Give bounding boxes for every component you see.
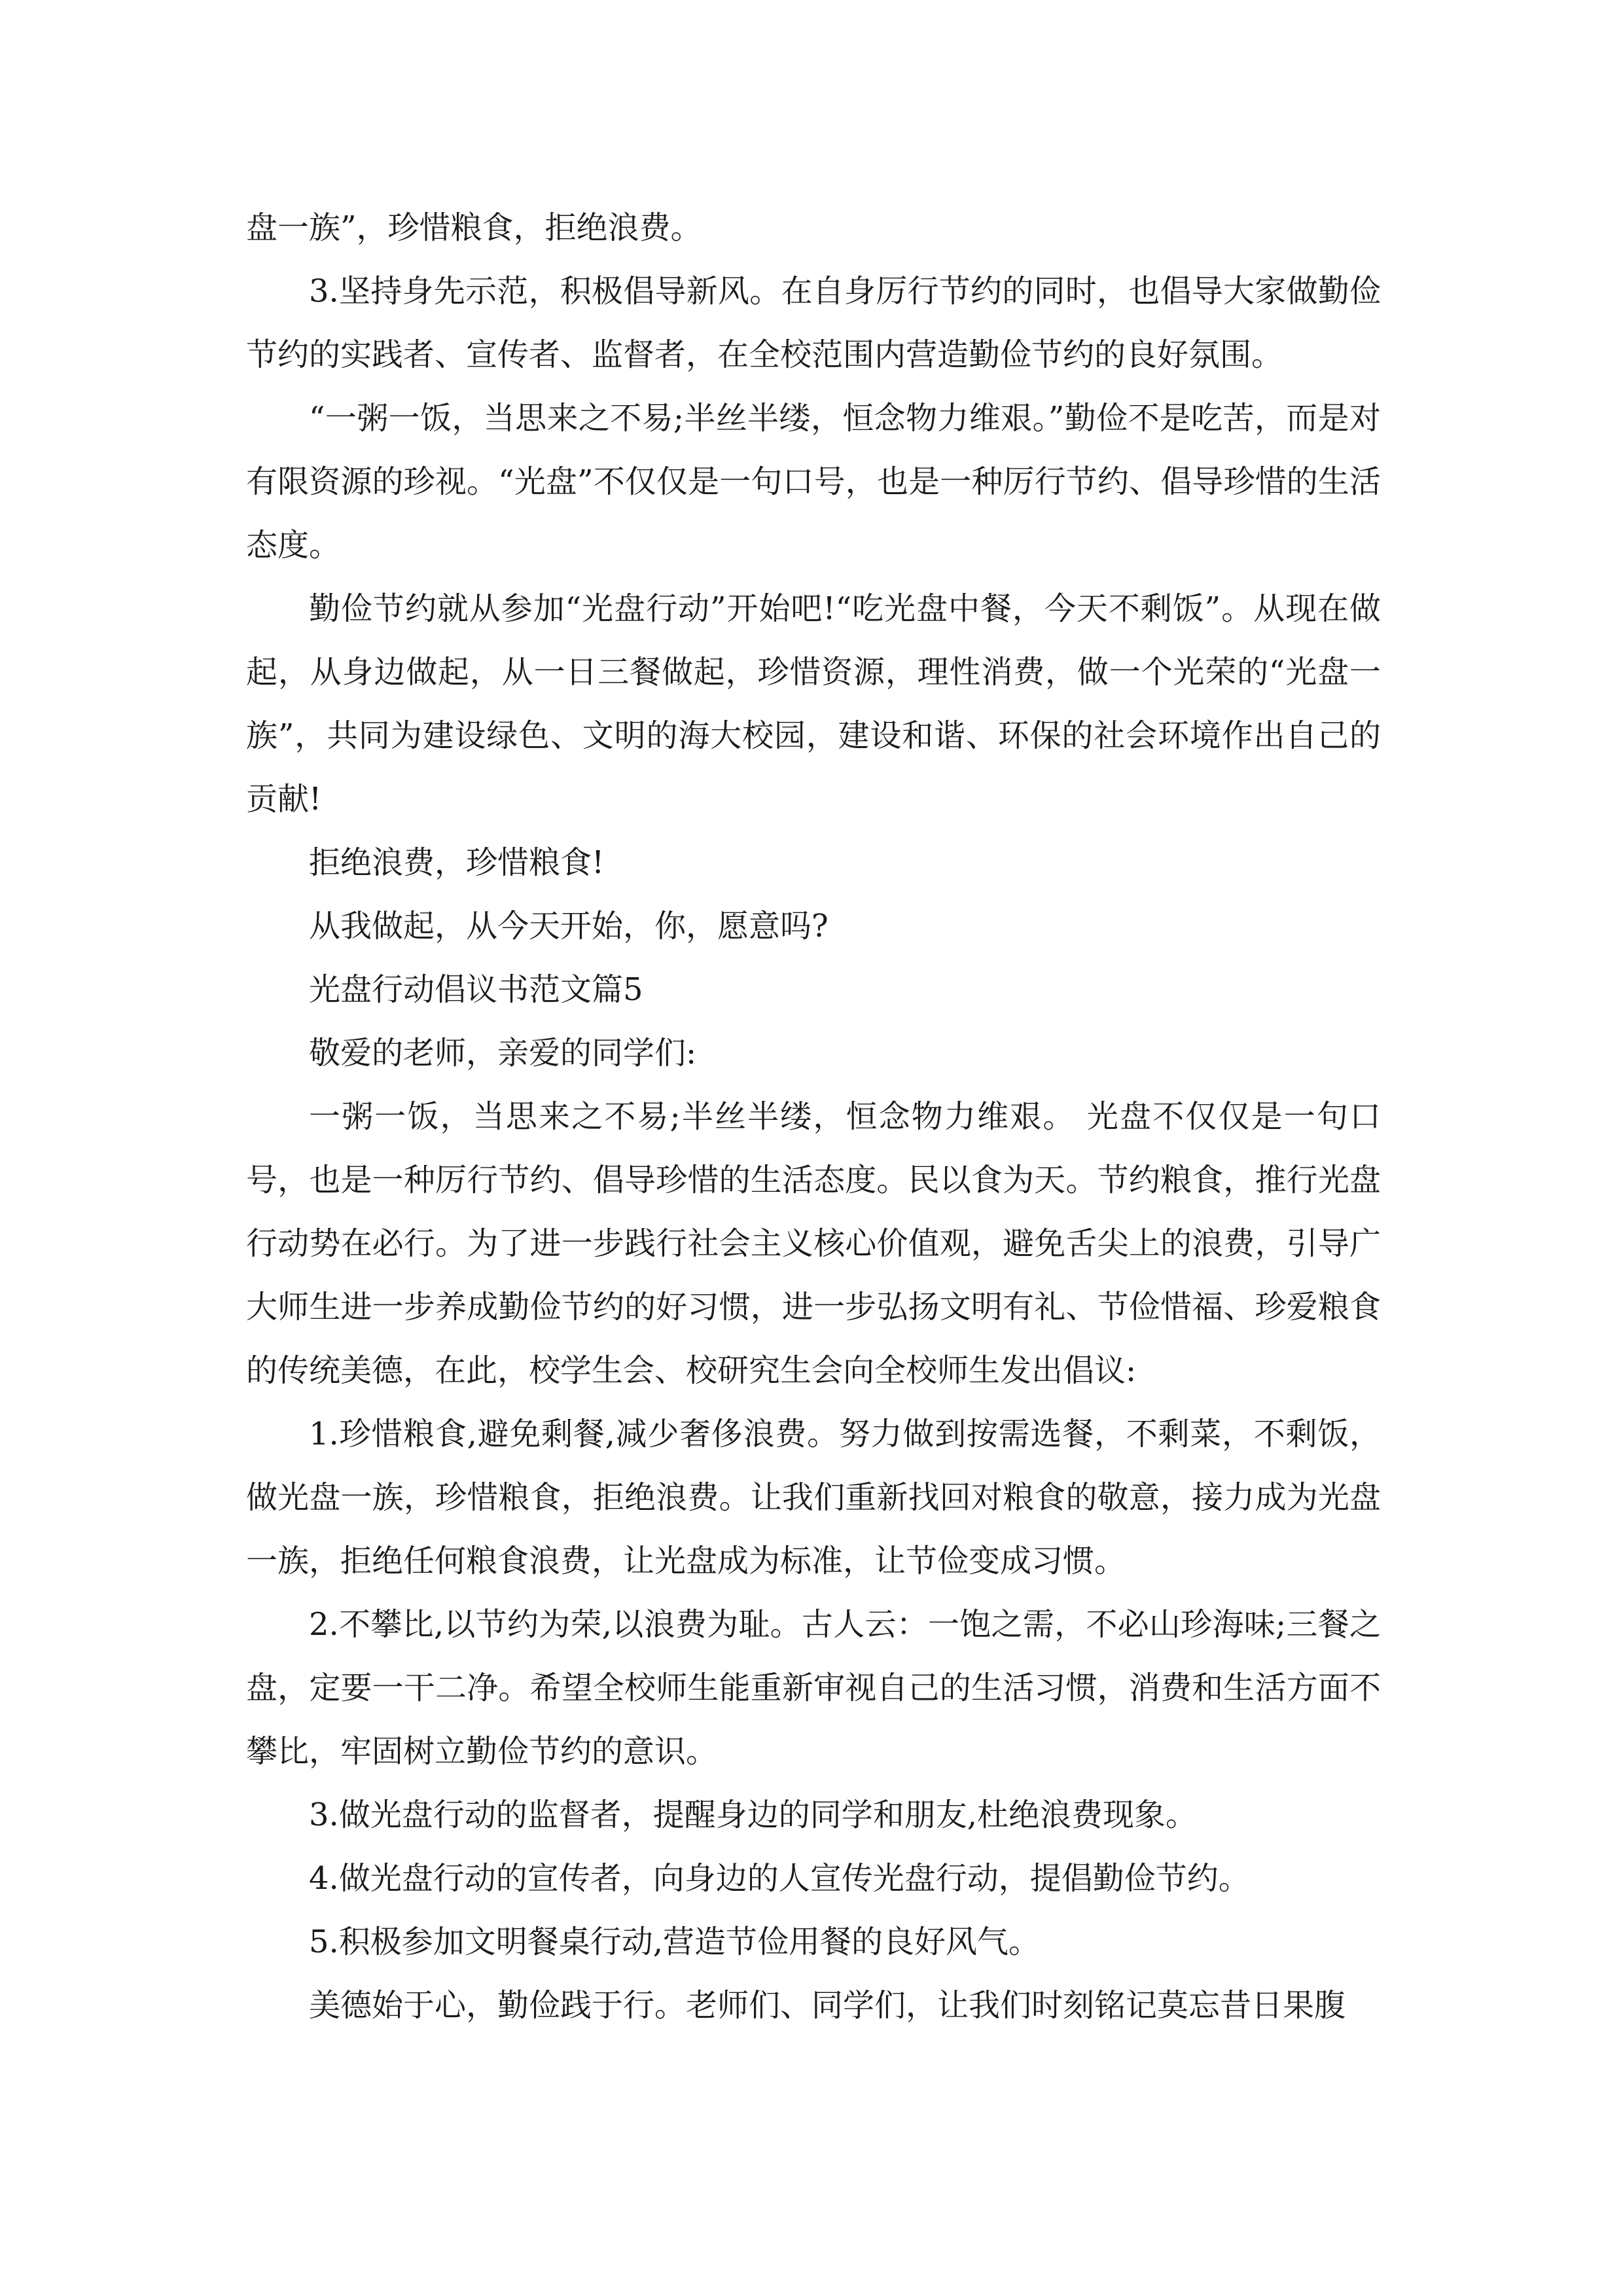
paragraph: 2.不攀比,以节约为荣,以浪费为耻。古人云：一饱之需，不必山珍海味;三餐之盘，定要一干二净。希望全校师生能重新审视自己的生活习惯，消费和生活方面不攀比，牢固树立勤俭节约的意识。 (246, 1606, 1381, 1770)
paragraph: 勤俭节约就从参加“光盘行动”开始吧!“吃光盘中餐，今天不剩饭”。从现在做起，从身边做起，从一日三餐做起，珍惜资源，理性消费，做一个光荣的“光盘一族”，共同为建设绿色、文明的海大校园，建设和谐、环保的社会环境作出自己的贡献! (246, 590, 1381, 817)
paragraph: 拒绝浪费，珍惜粮食! (309, 844, 605, 881)
salutation: 敬爱的老师，亲爱的同学们: (309, 1035, 697, 1071)
paragraph: 3.做光盘行动的监督者，提醒身边的同学和朋友,杜绝浪费现象。 (309, 1797, 1198, 1833)
paragraph: “一粥一饭，当思来之不易;半丝半缕，恒念物力维艰。”勤俭不是吃苦，而是对有限资源的珍视。“光盘”不仅仅是一句口号，也是一种厉行节约、倡导珍惜的生活态度。 (246, 400, 1381, 564)
paragraph: 1.珍惜粮食,避免剩餐,减少奢侈浪费。努力做到按需选餐，不剩菜，不剩饭，做光盘一族，珍惜粮食，拒绝浪费。让我们重新找回对粮食的敬意，接力成为光盘一族，拒绝任何粮食浪费，让光盘成为标准，让节俭变成习惯。 (246, 1416, 1381, 1579)
paragraph: 4.做光盘行动的宣传者，向身边的人宣传光盘行动，提倡勤俭节约。 (309, 1860, 1250, 1897)
paragraph: 5.积极参加文明餐桌行动,营造节俭用餐的良好风气。 (309, 1924, 1041, 1960)
paragraph: 一粥一饭，当思来之不易;半丝半缕，恒念物力维艰。 光盘不仅仅是一句口号，也是一种厉行节约、倡导珍惜的生活态度。民以食为天。节约粮食，推行光盘行动势在必行。为了进一步践行社会主义核心价值观，避免舌尖上的浪费，引导广大师生进一步养成勤俭节约的好习惯，进一步弘扬文明有礼、节俭惜福、珍爱粮食的传统美德，在此，校学生会、校研究生会向全校师生发出倡议: (246, 1098, 1381, 1389)
document-body (246, 196, 1381, 2037)
section-heading: 光盘行动倡议书范文篇5 (309, 971, 643, 1008)
paragraph: 盘一族”，珍惜粮食，拒绝浪费。 (246, 209, 702, 246)
paragraph: 从我做起，从今天开始，你，愿意吗? (309, 908, 829, 944)
paragraph: 3.坚持身先示范，积极倡导新风。在自身厉行节约的同时，也倡导大家做勤俭节约的实践者、宣传者、监督者，在全校范围内营造勤俭节约的良好氛围。 (246, 273, 1381, 373)
paragraph: 美德始于心，勤俭践于行。老师们、同学们，让我们时刻铭记莫忘昔日果腹 (309, 1987, 1346, 2024)
